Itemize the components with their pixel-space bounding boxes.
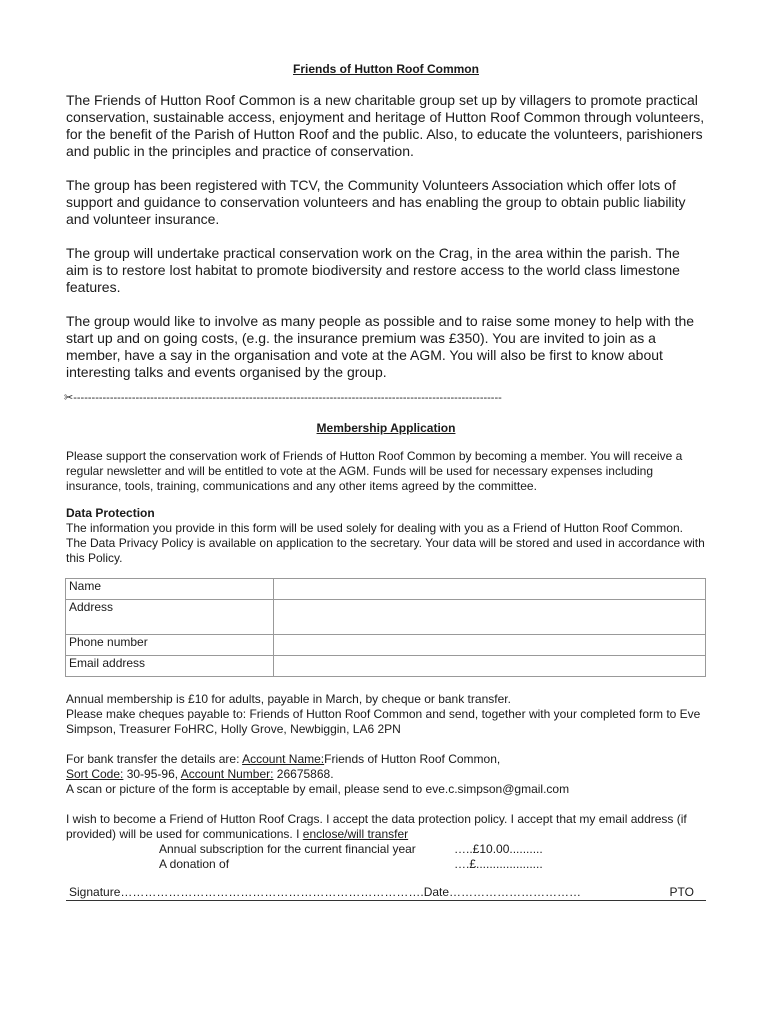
subscription-label: Annual subscription for the current financial year [159,842,416,856]
cheque-instructions: Please make cheques payable to: Friends of Hutton Roof Common and send, together with your completed form to Eve Simpson, Treasurer FoHRC, Holly Grove, Newbiggin, LA6 2PN [66,707,701,736]
donation-label: A donation of [159,857,230,871]
donation-field[interactable]: ….£.................... [454,857,543,871]
membership-fee-line: Annual membership is £10 for adults, payable in March, by cheque or bank transfer. [66,692,511,706]
paragraph-invitation: The group would like to involve as many people as possible and to raise some money to help with the start up and on going costs, (e.g. the insurance premium was £350). You are invited to join as a member, have a say in the organisation and vote at the AGM. You will also be first to know about interesting talks and events organised by the group. [66,313,695,380]
declaration-text-line [66,812,706,842]
declaration [66,812,706,872]
bank-line-2 [66,767,706,782]
account-number-label: Account Number: [180,767,274,781]
name-field[interactable] [274,579,706,600]
signature-row [66,885,706,901]
email-submission-line: A scan or picture of the form is acceptable by email, please send to eve.c.simpson@gmail.com [66,782,570,796]
membership-application-title: Membership Application [316,421,456,435]
name-label: Name [66,579,274,600]
bank-lead: For bank transfer the details are: [66,752,243,766]
donation-row [66,857,706,872]
sort-code-label: Sort Code: [66,767,124,781]
intro-section [66,92,706,381]
sort-code: 30-95-96, [123,767,181,781]
address-label: Address [66,600,274,635]
data-protection-heading: Data Protection [66,506,155,520]
subscription-value: …..£10.00.......... [454,842,543,856]
paragraph-registration: The group has been registered with TCV, the Community Volunteers Association which offer lots of support and guidance to conservation volunteers and has enabling the group to obtain public liability and volunteer insurance. [66,177,686,227]
address-field[interactable] [274,600,706,635]
phone-field[interactable] [274,635,706,656]
membership-info [66,692,706,737]
document-page [66,62,706,901]
email-field[interactable] [274,656,706,677]
application-intro: Please support the conservation work of Friends of Hutton Roof Common by becoming a member. You will receive a regular newsletter and will be entitled to vote at the AGM. Funds will be used for necessary expenses including insurance, tools, training, communications and any other items agreed by the committee. [66,449,683,493]
account-name: Friends of Hutton Roof Common, [324,752,501,766]
document-title: Friends of Hutton Roof Common [293,62,479,76]
pto-label: PTO [669,885,694,899]
application-section [66,449,706,566]
data-protection-text: The information you provide in this form will be used solely for dealing with you as a Friend of Hutton Roof Common. The Data Privacy Policy is available on application to the secretary. Your data will be stored and used in accordance with this Policy. [66,521,705,565]
bank-details [66,752,706,797]
paragraph-about: The Friends of Hutton Roof Common is a new charitable group set up by villagers to promote practical conservation, sustainable access, enjoyment and heritage of Hutton Roof Common through volunteers, for the benefit of the Parish of Hutton Roof and the public. Also, to educate the volunteers, parishioners and public in the principles and practice of conservation. [66,92,705,159]
phone-label: Phone number [66,635,274,656]
enclose-transfer-option[interactable]: enclose/will transfer [302,827,409,841]
paragraph-work: The group will undertake practical conservation work on the Crag, in the area within the parish. The aim is to restore lost habitat to promote biodiversity and restore access to the world class limestone features. [66,245,680,295]
email-label: Email address [66,656,274,677]
scissors-cut-line: ✂--------------------------------------------------------------------------------------------------------------------- [64,392,502,404]
subscription-row [66,842,706,857]
account-name-label: Account Name: [242,752,325,766]
bank-line-1 [66,752,706,767]
signature-date-line[interactable]: Signature………………………………………………………………….Date…………………………… [69,885,582,899]
declaration-text: I wish to become a Friend of Hutton Roof Crags. I accept the data protection policy. I accept that my email address (if provided) will be used for communications. I [66,812,687,841]
account-number: 26675868. [273,767,334,781]
member-details-table [65,578,706,677]
